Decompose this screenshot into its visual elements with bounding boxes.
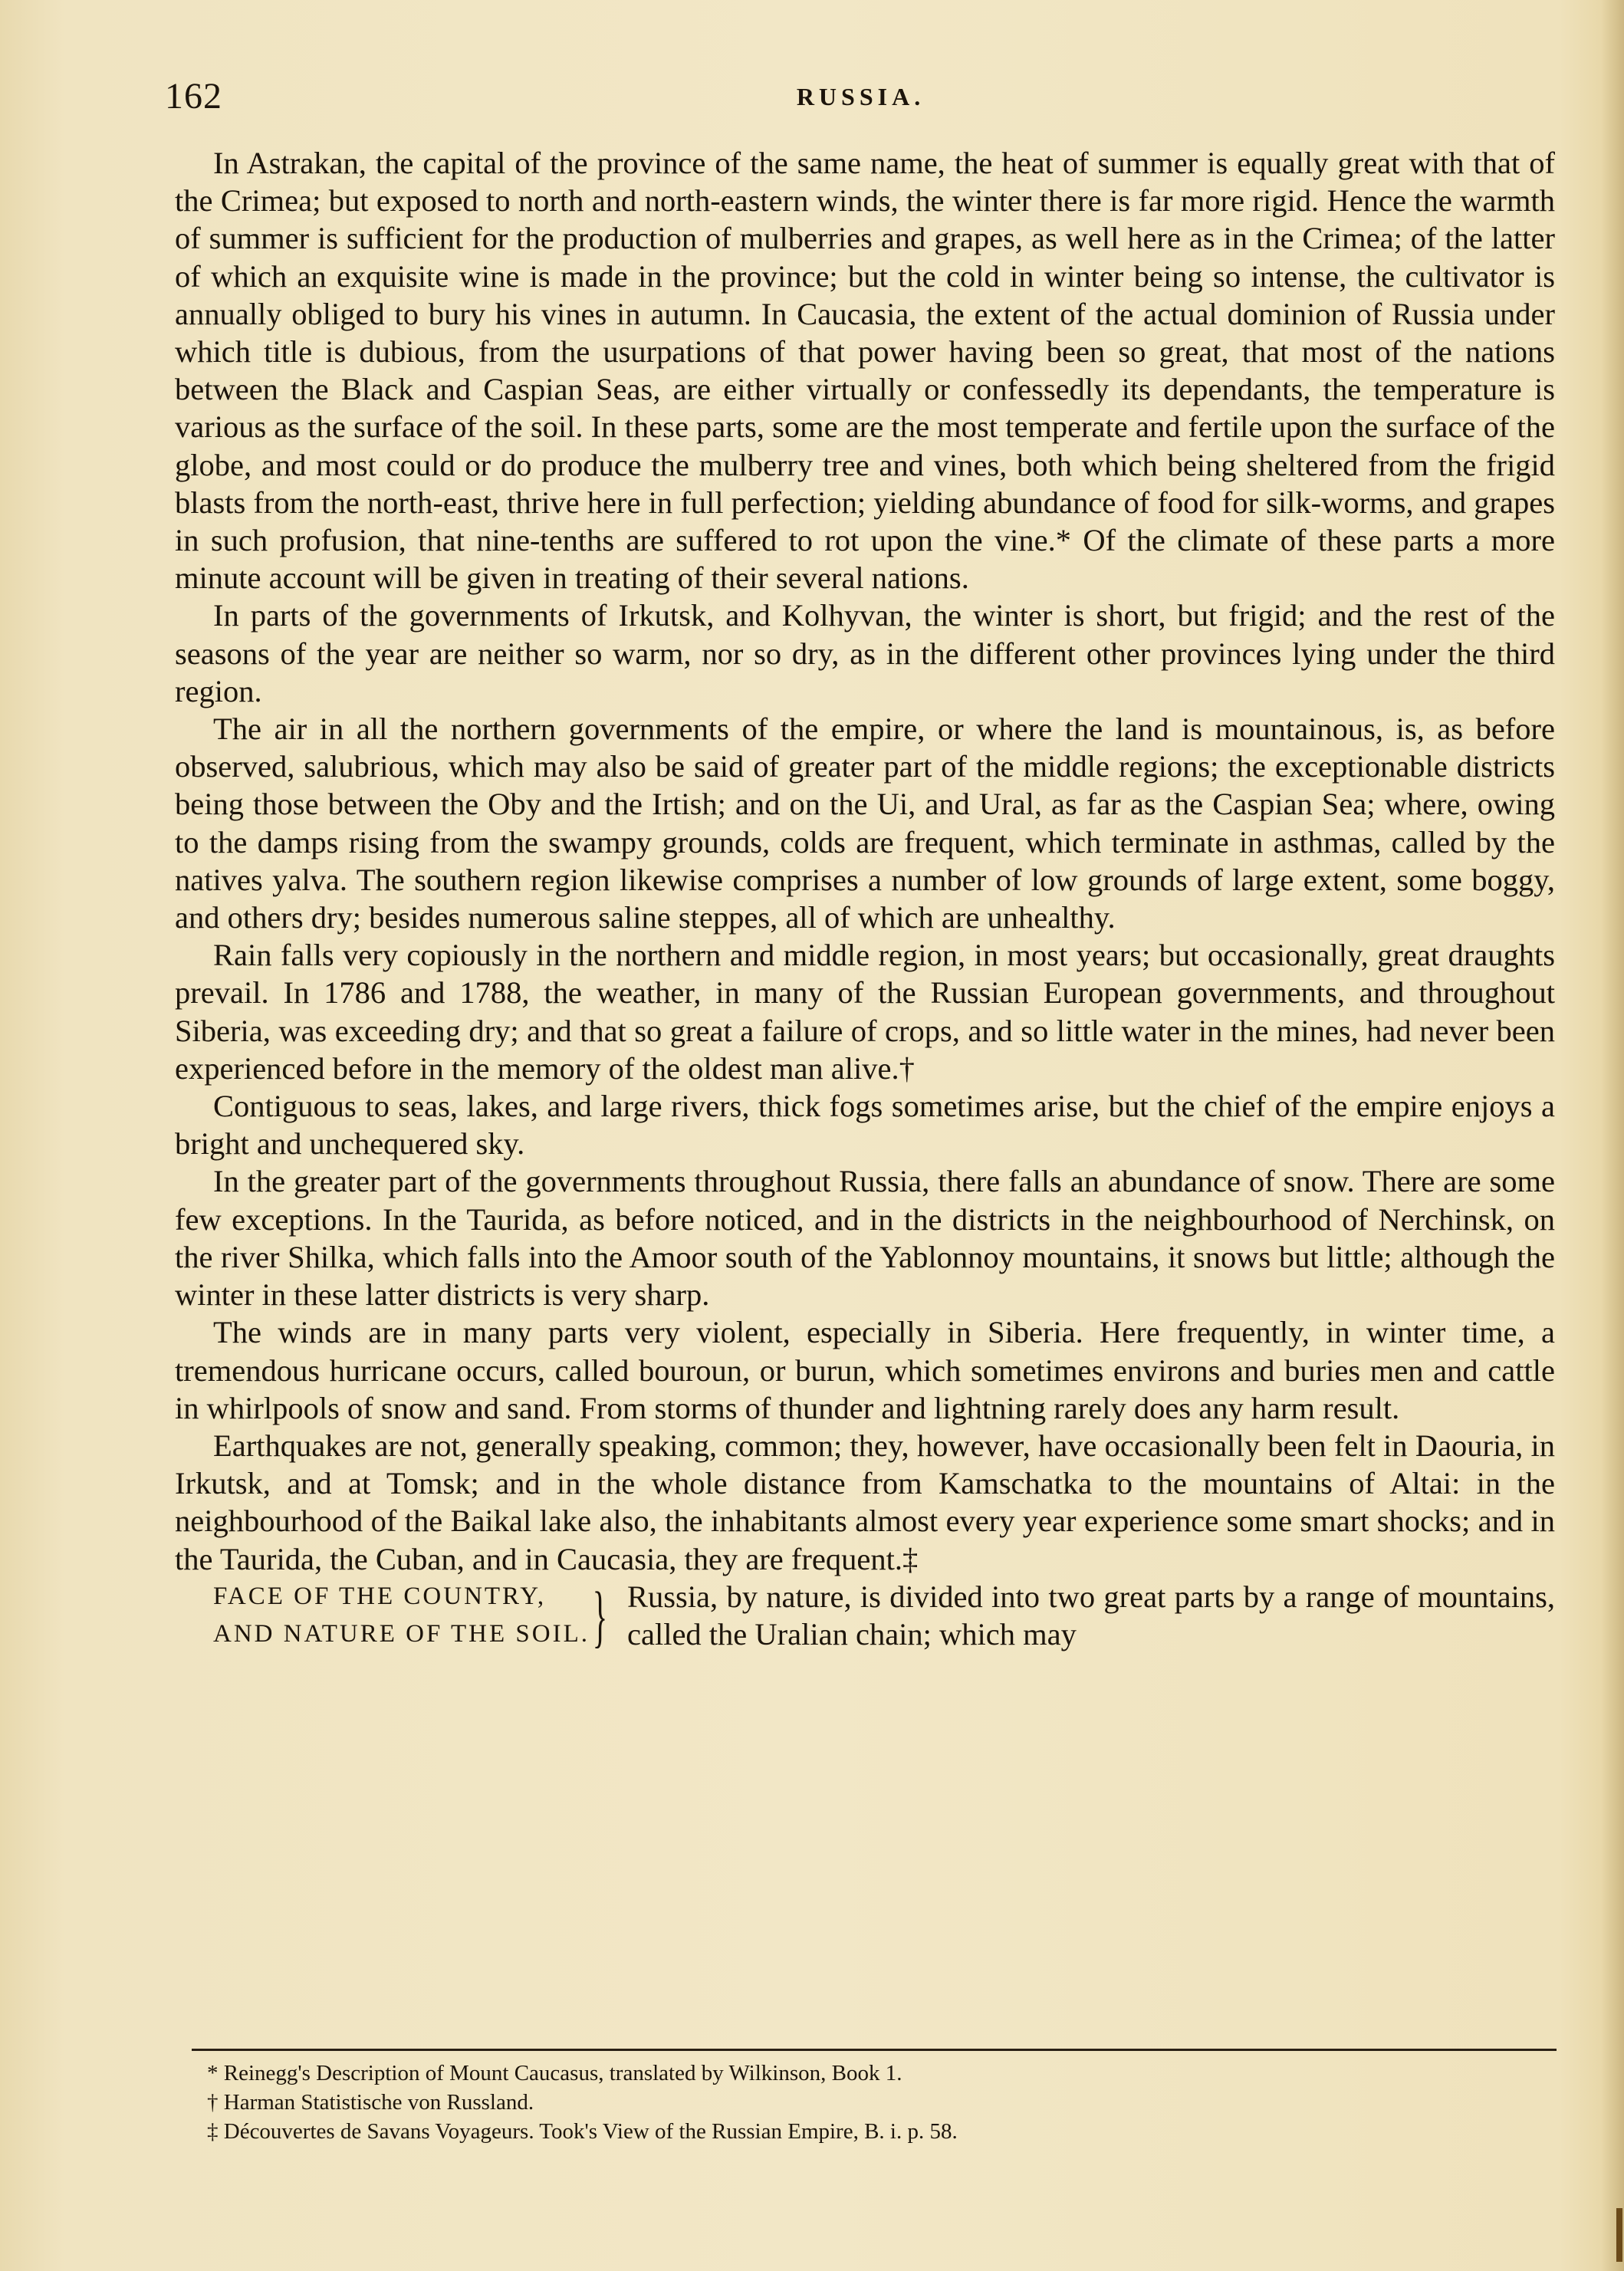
- paragraph-rain: Rain falls very copiously in the northern and middle region, in most years; but occasionally, great draughts prevail. In 1786 and 1788, the weather, in many of the Russian European governments, and throughout Siberia, was exceeding dry; and that so great a failure of crops, and so little water in the mines, had never been experienced before in the memory of the oldest man alive.†: [175, 938, 1555, 1086]
- brace-glyph: }: [592, 1578, 609, 1655]
- footnote-3: ‡ Découvertes de Savans Voyageurs. Took's View of the Russian Empire, B. i. p. 58.: [207, 2119, 958, 2144]
- paragraph-snow: In the greater part of the governments throughout Russia, there falls an abundance of snow. There are some few exceptions. In the Taurida, as before noticed, and in the districts in the neighbourhood of Nerchinsk, on the river Shilka, which falls into the Amoor south of the Yablonnoy mountains, it snows but little; although the winter in these latter districts is very sharp.: [175, 1164, 1555, 1313]
- paragraph-irkutsk: In parts of the governments of Irkutsk, and Kolhyvan, the winter is short, but frigid; and the rest of the seasons of the year are neither so warm, nor so dry, as in the different other provinces lying under the third region.: [175, 598, 1555, 708]
- footnotes: [207, 2059, 1511, 2146]
- running-head: RUSSIA.: [796, 83, 925, 110]
- paragraph-winds: The winds are in many parts very violent, especially in Siberia. Here frequently, in winter time, a tremendous hurricane occurs, called bouroun, or burun, which sometimes environs and buries men and cattle in whirlpools of snow and sand. From storms of thunder and lightning rarely does any harm result.: [175, 1315, 1555, 1425]
- footnote-rule: [192, 2049, 1557, 2051]
- page-header: [165, 75, 1557, 121]
- paragraph-astrakan: In Astrakan, the capital of the province of the same name, the heat of summer is equally great with that of the Crimea; but exposed to north and north-eastern winds, the winter there is far more rigid. Hence the warmth of summer is sufficient for the production of mulberries and grapes, as well here as in the Crimea; of the latter of which an exquisite wine is made in the province; but the cold in winter being so intense, the cultivator is annually obliged to bury his vines in autumn. In Caucasia, the extent of the actual dominion of Russia under which title is dubious, from the usurpations of that power having been so great, that most of the nations between the Black and Caspian Seas, are either virtually or confessedly its dependants, the temperature is various as the surface of the soil. In these parts, some are the most temperate and fertile upon the surface of the globe, and most could or do produce the mulberry tree and vines, both which being sheltered from the frigid blasts from the north-east, thrive here in full perfection; yielding abundance of food for silk-worms, and grapes in such profusion, that nine-tenths are suffered to rot upon the vine.* Of the climate of these parts a more minute account will be given in treating of their several nations.: [175, 146, 1555, 596]
- face-of-country-text: Russia, by nature, is divided into two great parts by a range of mountains, called the Uralian chain; which may: [627, 1579, 1555, 1651]
- paragraph-fogs: Contiguous to seas, lakes, and large rivers, thick fogs sometimes arise, but the chief of the empire enjoys a bright and unchequered sky.: [175, 1089, 1555, 1162]
- paragraph-face-of-country: [175, 1578, 1555, 1653]
- body-text: [175, 144, 1555, 1653]
- side-heading: [175, 1578, 627, 1653]
- footnote-2: † Harman Statistische von Russland.: [207, 2090, 534, 2115]
- paragraph-air: The air in all the northern governments of the empire, or where the land is mountainous, is, as before observed, salubrious, which may also be said of greater part of the middle regions; the exceptionable districts being those between the Oby and the Irtish; and on the Ui, and Ural, as far as the Caspian Sea; where, owing to the damps rising from the swampy grounds, colds are frequent, which terminate in asthmas, called by the natives yalva. The southern region likewise comprises a number of low grounds of large extent, some boggy, and others dry; besides numerous saline steppes, all of which are unhealthy.: [175, 712, 1555, 935]
- side-heading-line2: AND NATURE OF THE SOIL.: [213, 1619, 590, 1648]
- page-stain-mark: [1616, 2208, 1622, 2262]
- page-edge-shadow: [1601, 0, 1624, 2271]
- paragraph-earthquakes: Earthquakes are not, generally speaking, common; they, however, have occasionally been felt in Daouria, in Irkutsk, and at Tomsk; and in the whole distance from Kamschatka to the mountains of Altai: in the neighbourhood of the Baikal lake also, the inhabitants almost every year experience some smart shocks; and in the Taurida, the Cuban, and in Caucasia, they are frequent.‡: [175, 1428, 1555, 1576]
- footnote-1: * Reinegg's Description of Mount Caucasus, translated by Wilkinson, Book 1.: [207, 2061, 902, 2085]
- side-heading-line1: FACE OF THE COUNTRY,: [213, 1582, 547, 1610]
- page-number: 162: [165, 76, 222, 117]
